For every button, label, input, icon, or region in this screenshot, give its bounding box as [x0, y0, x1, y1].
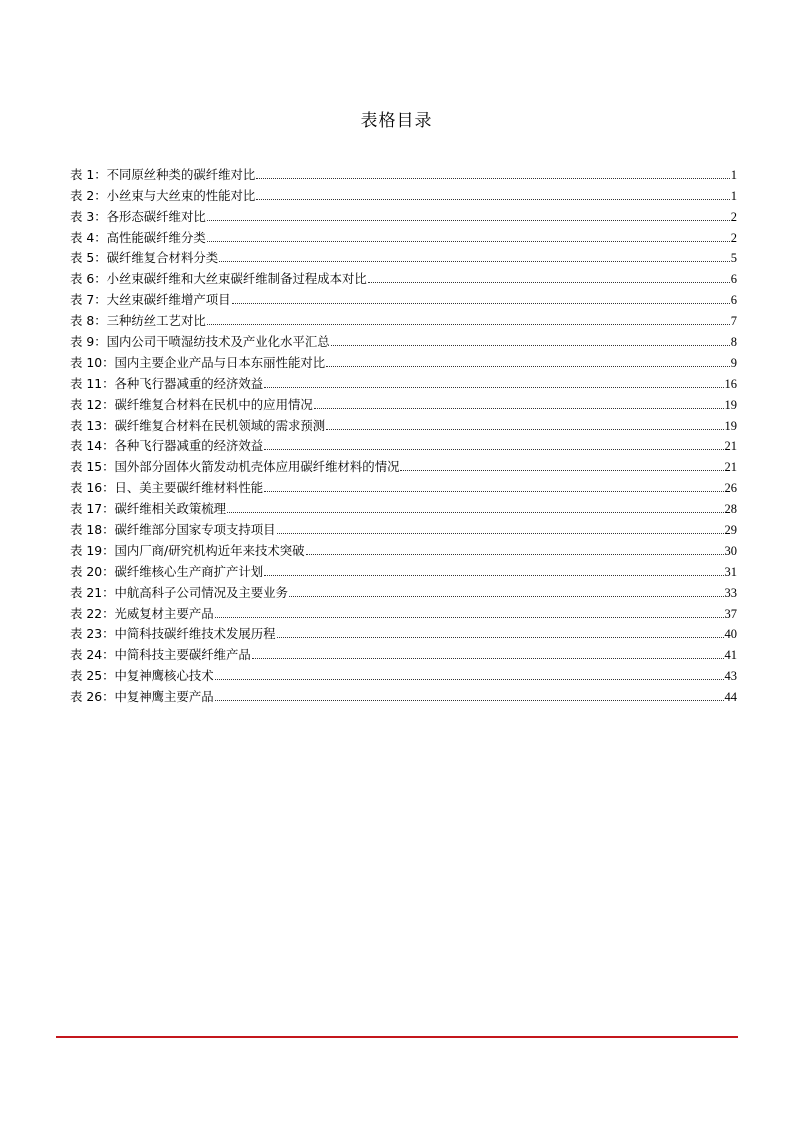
toc-entry[interactable] — [70, 454, 737, 475]
toc-entry-label: 表 25： — [70, 668, 115, 684]
toc-entry[interactable] — [70, 496, 737, 517]
toc-entry[interactable] — [70, 246, 737, 267]
toc-entry[interactable] — [70, 601, 737, 622]
toc-entry-title: 碳纤维核心生产商扩产计划 — [114, 563, 264, 579]
toc-dot-leader — [277, 533, 724, 534]
toc-entry[interactable] — [70, 622, 737, 643]
toc-entry-title: 中简科技碳纤维技术发展历程 — [114, 626, 276, 642]
toc-entry-page-number: 33 — [724, 585, 737, 600]
toc-dot-leader — [400, 470, 723, 471]
toc-entry-page-number: 21 — [724, 439, 737, 454]
toc-entry-page-number: 1 — [730, 167, 737, 182]
toc-entry[interactable] — [70, 413, 737, 434]
toc-entry-page-number: 9 — [730, 355, 737, 370]
toc-entry[interactable] — [70, 538, 737, 559]
toc-entry-page-number: 5 — [730, 251, 737, 266]
toc-entry[interactable] — [70, 475, 737, 496]
toc-entry-page-number: 28 — [724, 502, 737, 517]
toc-entry-label: 表 16： — [70, 480, 115, 496]
toc-entry-page-number: 21 — [724, 460, 737, 475]
toc-entry-label: 表 5： — [70, 250, 107, 266]
toc-entry-page-number: 37 — [724, 606, 737, 621]
toc-entry-page-number: 19 — [724, 397, 737, 412]
toc-entry[interactable] — [70, 266, 737, 287]
toc-dot-leader — [264, 449, 723, 450]
toc-entry[interactable] — [70, 434, 737, 455]
toc-entry-title: 中复神鹰核心技术 — [114, 668, 214, 684]
toc-entry[interactable] — [70, 308, 737, 329]
toc-dot-leader — [277, 637, 724, 638]
toc-dot-leader — [326, 429, 723, 430]
toc-entry-label: 表 19： — [70, 542, 115, 558]
toc-entry-label: 表 9： — [70, 334, 107, 350]
toc-entry-label: 表 7： — [70, 292, 107, 308]
toc-entry-label: 表 21： — [70, 584, 115, 600]
toc-entry-title: 碳纤维复合材料分类 — [106, 250, 219, 266]
toc-entry[interactable] — [70, 350, 737, 371]
toc-entry[interactable] — [70, 329, 737, 350]
toc-entry-page-number: 41 — [724, 648, 737, 663]
toc-dot-leader — [368, 282, 730, 283]
toc-entry-title: 各形态碳纤维对比 — [106, 208, 206, 224]
toc-entry[interactable] — [70, 559, 737, 580]
toc-dot-leader — [232, 303, 730, 304]
toc-entry-page-number: 26 — [724, 481, 737, 496]
toc-entry-label: 表 12： — [70, 396, 115, 412]
toc-dot-leader — [219, 261, 730, 262]
toc-entry-label: 表 2： — [70, 187, 107, 203]
toc-entry-title: 中复神鹰主要产品 — [114, 689, 214, 705]
toc-entry-page-number: 2 — [730, 230, 737, 245]
toc-dot-leader — [306, 554, 724, 555]
toc-entry-title: 小丝束与大丝束的性能对比 — [106, 187, 256, 203]
toc-entry-label: 表 23： — [70, 626, 115, 642]
toc-dot-leader — [264, 491, 723, 492]
toc-entry[interactable] — [70, 287, 737, 308]
toc-entry-page-number: 2 — [730, 209, 737, 224]
toc-dot-leader — [289, 596, 724, 597]
toc-entry-page-number: 19 — [724, 418, 737, 433]
toc-entry-label: 表 3： — [70, 208, 107, 224]
table-of-contents — [70, 162, 737, 705]
toc-entry[interactable] — [70, 642, 737, 663]
toc-entry-label: 表 11： — [70, 375, 115, 391]
toc-entry-title: 各种飞行器减重的经济效益 — [114, 438, 264, 454]
toc-entry-title: 碳纤维相关政策梳理 — [114, 501, 227, 517]
toc-dot-leader — [207, 324, 730, 325]
toc-dot-leader — [252, 658, 724, 659]
page-title: 表格目录 — [360, 111, 433, 131]
toc-entry-page-number: 44 — [724, 690, 737, 705]
toc-dot-leader — [264, 387, 723, 388]
footer-divider — [56, 1036, 738, 1038]
toc-entry-label: 表 17： — [70, 501, 115, 517]
toc-entry[interactable] — [70, 183, 737, 204]
toc-entry-page-number: 6 — [730, 293, 737, 308]
toc-entry-label: 表 14： — [70, 438, 115, 454]
toc-entry-label: 表 13： — [70, 417, 115, 433]
toc-entry[interactable] — [70, 663, 737, 684]
toc-entry[interactable] — [70, 225, 737, 246]
toc-entry-page-number: 31 — [724, 564, 737, 579]
toc-entry[interactable] — [70, 517, 737, 538]
toc-entry-page-number: 30 — [724, 543, 737, 558]
toc-dot-leader — [215, 679, 724, 680]
toc-dot-leader — [215, 700, 724, 701]
toc-entry-label: 表 10： — [70, 354, 115, 370]
toc-entry-label: 表 4： — [70, 229, 107, 245]
toc-entry-label: 表 18： — [70, 522, 115, 538]
toc-entry-title: 各种飞行器减重的经济效益 — [114, 375, 264, 391]
toc-entry-title: 大丝束碳纤维增产项目 — [106, 292, 231, 308]
toc-entry-title: 碳纤维复合材料在民机领域的需求预测 — [114, 417, 326, 433]
toc-entry-title: 日、美主要碳纤维材料性能 — [114, 480, 264, 496]
toc-dot-leader — [264, 575, 723, 576]
toc-entry-label: 表 20： — [70, 563, 115, 579]
toc-entry-page-number: 16 — [724, 376, 737, 391]
toc-entry-title: 碳纤维复合材料在民机中的应用情况 — [114, 396, 313, 412]
toc-entry-label: 表 6： — [70, 271, 107, 287]
toc-entry[interactable] — [70, 204, 737, 225]
toc-entry-label: 表 22： — [70, 605, 115, 621]
toc-entry-label: 表 8： — [70, 313, 107, 329]
toc-entry-label: 表 15： — [70, 459, 115, 475]
toc-entry[interactable] — [70, 684, 737, 705]
toc-dot-leader — [326, 366, 730, 367]
toc-entry-title: 国外部分固体火箭发动机壳体应用碳纤维材料的情况 — [114, 459, 400, 475]
toc-entry-title: 国内厂商/研究机构近年来技术突破 — [114, 542, 305, 558]
toc-entry-page-number: 1 — [730, 188, 737, 203]
toc-entry[interactable] — [70, 371, 737, 392]
toc-entry-title: 小丝束碳纤维和大丝束碳纤维制备过程成本对比 — [106, 271, 367, 287]
toc-entry-page-number: 40 — [724, 627, 737, 642]
toc-dot-leader — [207, 220, 730, 221]
toc-entry-title: 中航高科子公司情况及主要业务 — [114, 584, 288, 600]
toc-entry-title: 高性能碳纤维分类 — [106, 229, 206, 245]
toc-entry[interactable] — [70, 162, 737, 183]
toc-entry-page-number: 7 — [730, 314, 737, 329]
toc-entry[interactable] — [70, 580, 737, 601]
toc-entry-page-number: 8 — [730, 335, 737, 350]
toc-entry-label: 表 24： — [70, 647, 115, 663]
toc-entry-title: 三种纺丝工艺对比 — [106, 313, 206, 329]
toc-entry-page-number: 29 — [724, 523, 737, 538]
toc-entry[interactable] — [70, 392, 737, 413]
toc-entry-page-number: 6 — [730, 272, 737, 287]
toc-dot-leader — [256, 178, 729, 179]
toc-entry-title: 光威复材主要产品 — [114, 605, 214, 621]
toc-dot-leader — [331, 345, 730, 346]
toc-dot-leader — [207, 241, 730, 242]
toc-entry-title: 不同原丝种类的碳纤维对比 — [106, 166, 256, 182]
toc-dot-leader — [227, 512, 723, 513]
toc-entry-title: 国内公司干喷湿纺技术及产业化水平汇总 — [106, 334, 330, 350]
toc-entry-label: 表 1： — [70, 166, 107, 182]
toc-entry-title: 国内主要企业产品与日本东丽性能对比 — [114, 354, 326, 370]
toc-dot-leader — [256, 199, 729, 200]
toc-entry-title: 碳纤维部分国家专项支持项目 — [114, 522, 276, 538]
toc-entry-title: 中简科技主要碳纤维产品 — [114, 647, 251, 663]
toc-dot-leader — [314, 408, 724, 409]
toc-dot-leader — [215, 617, 724, 618]
toc-entry-page-number: 43 — [724, 669, 737, 684]
toc-entry-label: 表 26： — [70, 689, 115, 705]
